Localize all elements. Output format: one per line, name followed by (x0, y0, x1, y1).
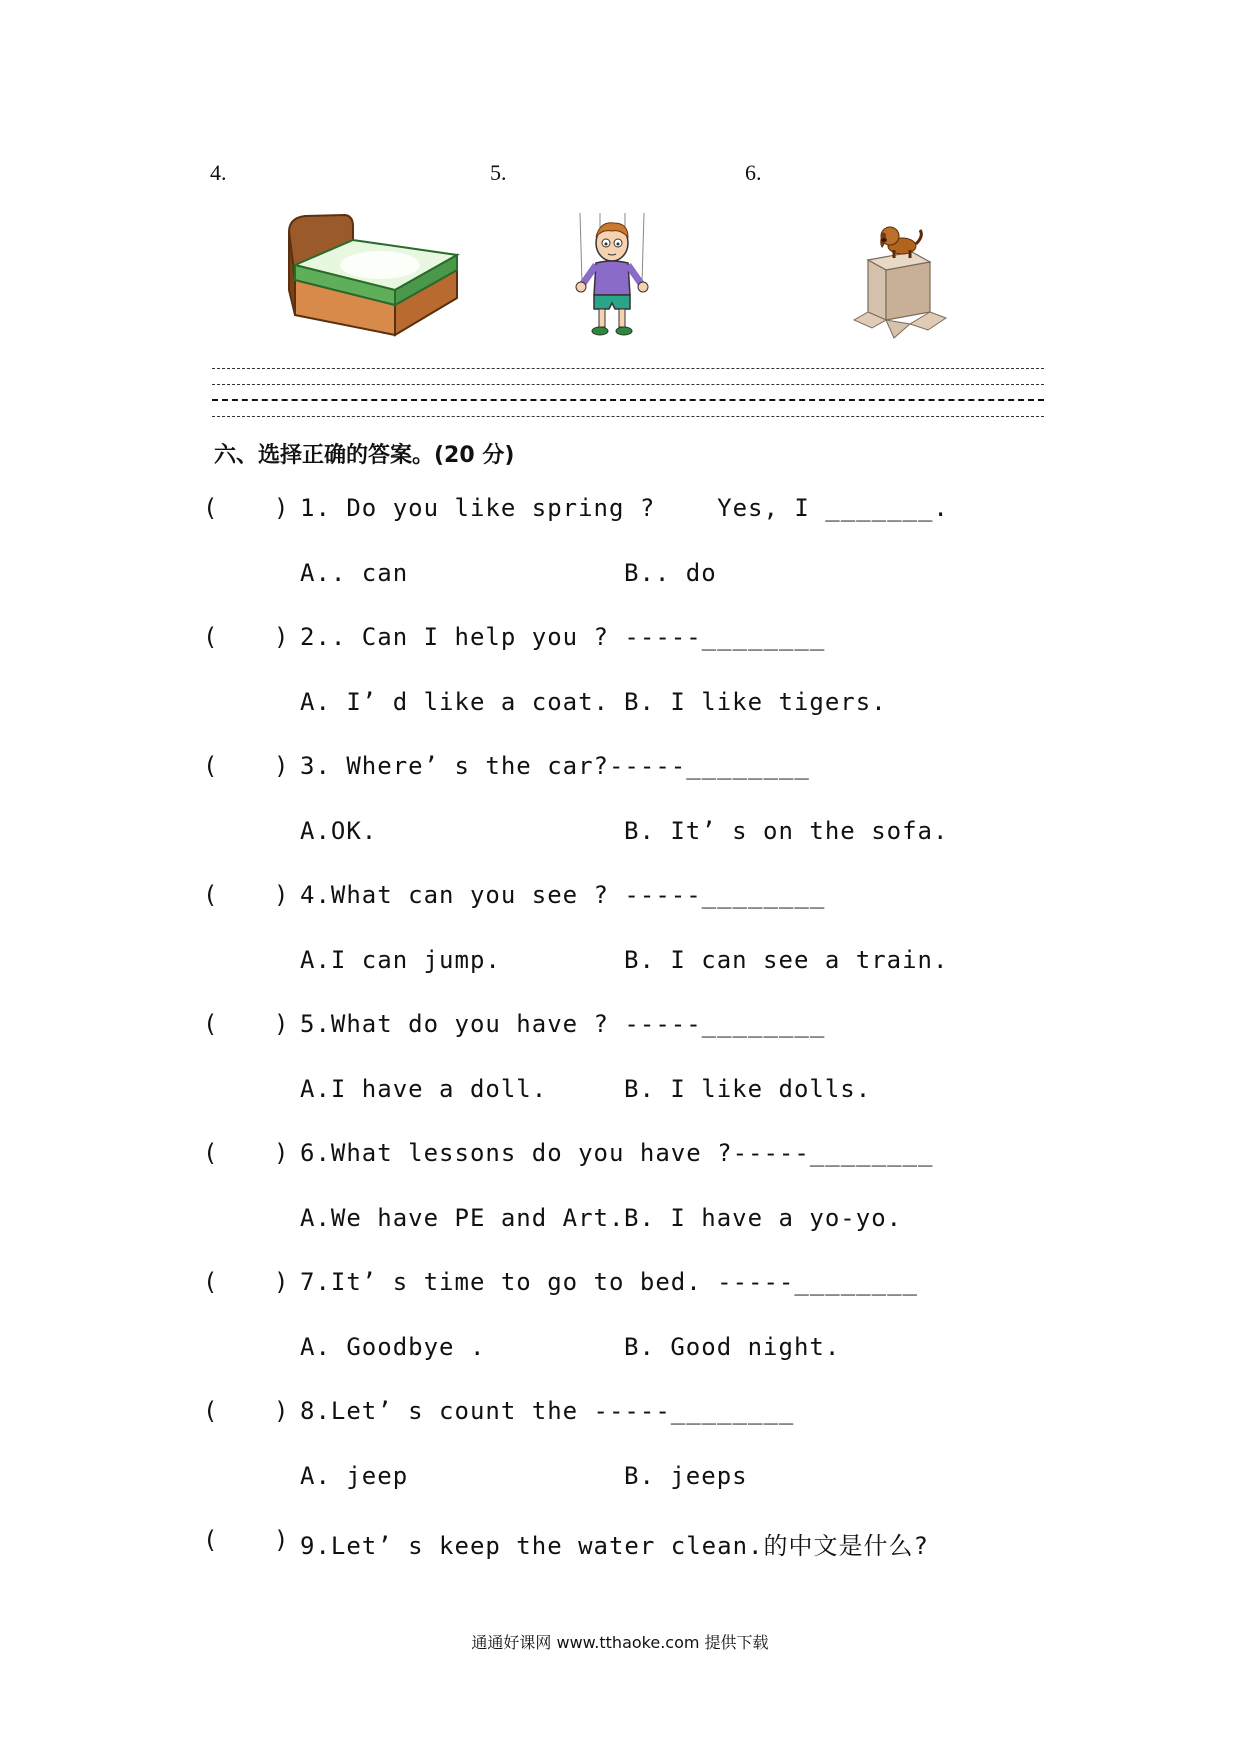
question-3: 3. Where’ s the car?-----________ (300, 752, 810, 780)
answer-paren-open: ( (203, 1268, 218, 1296)
answer-paren-close: ) (274, 494, 289, 522)
option-a: A.We have PE and Art. (300, 1204, 625, 1232)
option-b: B. I can see a train. (624, 946, 949, 974)
writing-line (212, 368, 1044, 369)
question-5: 5.What do you have ? -----________ (300, 1010, 826, 1038)
puppet-boy-illustration (570, 213, 655, 345)
dog-on-box-illustration (850, 220, 950, 345)
answer-paren-close: ) (274, 881, 289, 909)
answer-paren-close: ) (274, 752, 289, 780)
answer-paren-open: ( (203, 1139, 218, 1167)
question-9: 9.Let’ s keep the water clean.的中文是什么? (300, 1532, 929, 1560)
option-a: A. Goodbye . (300, 1333, 486, 1361)
answer-paren-close: ) (274, 1139, 289, 1167)
option-a: A. jeep (300, 1462, 409, 1490)
option-b: B. Good night. (624, 1333, 841, 1361)
answer-paren-open: ( (203, 1526, 218, 1554)
option-b: B. I have a yo-yo. (624, 1204, 903, 1232)
answer-paren-close: ) (274, 1010, 289, 1038)
writing-line (212, 384, 1044, 385)
bed-illustration (285, 210, 465, 345)
answer-paren-close: ) (274, 1268, 289, 1296)
option-a: A.. can (300, 559, 409, 587)
answer-paren-open: ( (203, 881, 218, 909)
option-b: B. I like tigers. (624, 688, 887, 716)
writing-line (212, 416, 1044, 417)
option-b: B. I like dolls. (624, 1075, 872, 1103)
picture-label-6: 6. (745, 160, 762, 185)
answer-paren-open: ( (203, 752, 218, 780)
answer-paren-close: ) (274, 1397, 289, 1425)
section-title: 六、选择正确的答案。(20 分) (214, 443, 515, 468)
picture-label-5: 5. (490, 160, 507, 185)
footer-credit: 通通好课网 www.tthaoke.com 提供下载 (471, 1633, 769, 1652)
answer-paren-open: ( (203, 1397, 218, 1425)
option-a: A.I can jump. (300, 946, 501, 974)
option-a: A.I have a doll. (300, 1075, 548, 1103)
option-a: A.OK. (300, 817, 378, 845)
option-a: A. I’ d like a coat. (300, 688, 609, 716)
answer-paren-open: ( (203, 494, 218, 522)
answer-paren-close: ) (274, 1526, 289, 1554)
question-1: 1. Do you like spring ? Yes, I _______. (300, 494, 949, 522)
option-b: B. jeeps (624, 1462, 748, 1490)
option-b: B.. do (624, 559, 717, 587)
question-6: 6.What lessons do you have ?-----________ (300, 1139, 934, 1167)
option-b: B. It’ s on the sofa. (624, 817, 949, 845)
question-7: 7.It’ s time to go to bed. -----________ (300, 1268, 918, 1296)
picture-label-4: 4. (210, 160, 227, 185)
answer-paren-open: ( (203, 623, 218, 651)
answer-paren-open: ( (203, 1010, 218, 1038)
writing-line (212, 399, 1044, 401)
question-4: 4.What can you see ? -----________ (300, 881, 826, 909)
answer-paren-close: ) (274, 623, 289, 651)
question-8: 8.Let’ s count the -----________ (300, 1397, 795, 1425)
question-2: 2.. Can I help you ? -----________ (300, 623, 826, 651)
